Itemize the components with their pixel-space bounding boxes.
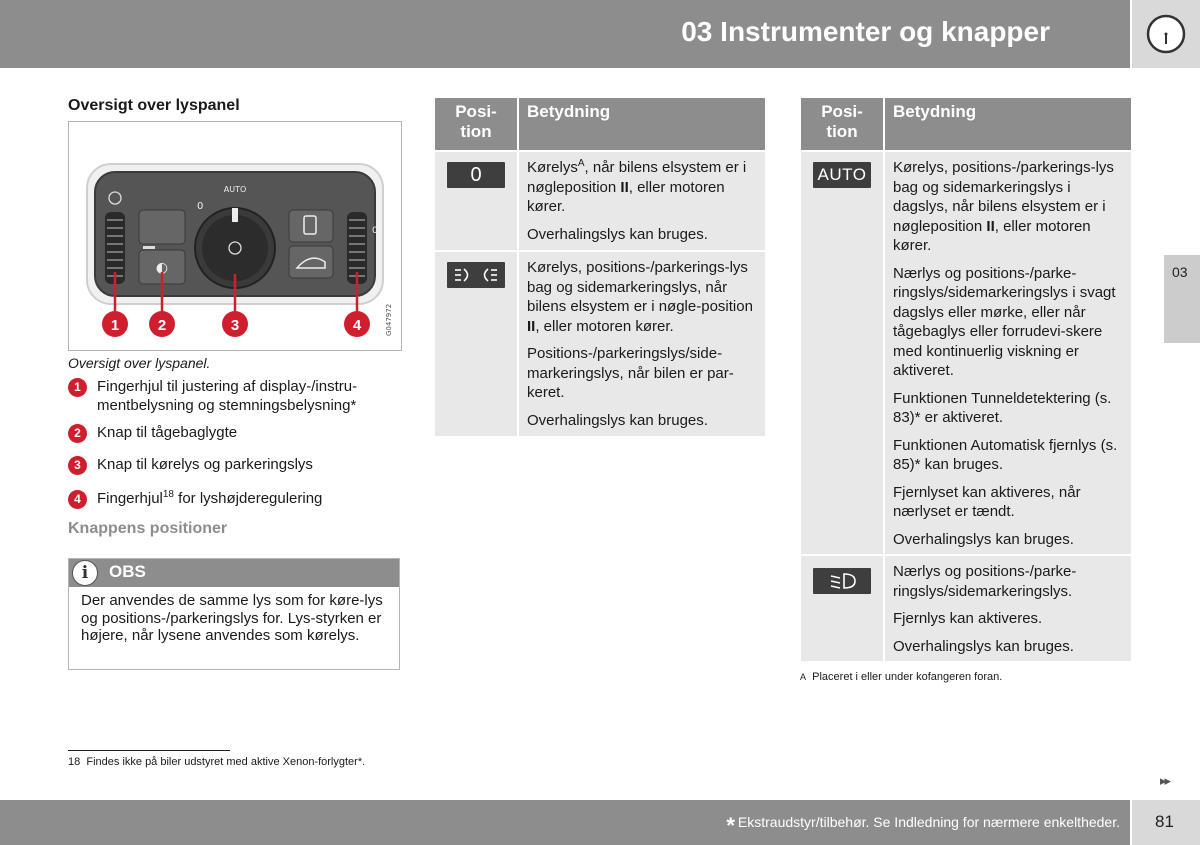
row-description: Kørelys, positions-/parkerings-lys bag og sidemarkeringslys, når bilens elsystem er i nøgle-position II, eller motoren kører. Positions-/parkeringslys/side-markeringslys, når bilen er par-keret. Overhalingslys kan bruges. xyxy=(527,259,753,429)
legend-text: Knap til tågebaglygte xyxy=(97,424,238,441)
page-title: 03 Instrumenter og knapper xyxy=(681,16,1050,47)
callout-4 xyxy=(344,311,370,337)
svg-text:◐: ◐ xyxy=(155,260,169,276)
legend-item xyxy=(68,489,398,509)
callout-3 xyxy=(222,311,248,337)
low-beam-icon xyxy=(813,568,871,594)
legend-item xyxy=(68,377,398,417)
table-footnote xyxy=(800,671,1002,683)
header-meaning: Betydning xyxy=(527,102,611,121)
footnote-divider xyxy=(68,750,230,751)
legend-number: 2 xyxy=(68,424,87,443)
footnote-text: Findes ikke på biler udstyret med aktive Xenon-forlygter*. xyxy=(86,756,366,768)
legend-text: Fingerhjul$^{18}$ for lyshøjderegulering xyxy=(97,489,323,507)
section-title: Oversigt over lyspanel xyxy=(68,97,240,114)
legend-text: Knap til kørelys og parkeringslys xyxy=(97,456,313,473)
footnote-number: 18 xyxy=(68,756,81,768)
table-row xyxy=(435,252,765,436)
figure-caption: Oversigt over lyspanel. xyxy=(68,355,211,371)
header-position: Posi-tion xyxy=(821,102,863,141)
obs-header xyxy=(69,559,399,587)
header-position: Posi-tion xyxy=(455,102,497,141)
position-0-badge: 0 xyxy=(447,162,505,188)
row-description: Kørelys, positions-/parkerings-lys bag og sidemarkeringslys i dagslys, når bilens elsystem er i nøgleposition II, eller motoren kører. Nærlys og positions-/parke-ringslys/sidemarkeringslys i svagt dagslys eller mørke, eller når tågebaglys eller forrudevi-skere med kontinuerlig viskning er aktiveret. Funktionen Tunneldetektering (s. 83)* er aktiveret. Funktionen Automatisk fjernlys (s. 85)* kan bruges. Fjernlyset kan aktiveres, når nærlyset er tændt. Overhalingslys kan bruges. xyxy=(893,159,1118,548)
chapter-tab[interactable] xyxy=(1164,255,1200,343)
page-number-box xyxy=(1132,800,1200,845)
table1-header xyxy=(435,98,765,150)
positions-title: Knappens positioner xyxy=(68,520,228,537)
figure-code: G047972 xyxy=(385,303,393,336)
table-footnote-marker: A xyxy=(800,672,807,682)
wheel-label-0-right: 0 xyxy=(372,226,378,236)
page-header xyxy=(0,0,1130,68)
continue-arrows-icon: ▸▸ xyxy=(1160,773,1170,788)
footer-note: * Ekstraudstyr/tilbehør. Se Indledning for nærmere enkeltheder. xyxy=(726,813,1120,838)
footnote-ref[interactable]: 18 xyxy=(162,489,174,500)
chapter-icon-box xyxy=(1132,0,1200,68)
light-panel-illustration xyxy=(69,122,401,350)
footnote xyxy=(68,756,365,768)
legend-number: 1 xyxy=(68,378,87,397)
table-footnote-text: Placeret i eller under kofangeren foran. xyxy=(812,671,1003,683)
row-description: Nærlys og positions-/parke-ringslys/sidemarkeringslys. Fjernlys kan aktiveres. Overhalingslys kan bruges. xyxy=(893,563,1077,655)
table-row xyxy=(801,556,1131,661)
gauge-icon xyxy=(1145,13,1187,55)
row-description: Kørelys$^A$, når bilens elsystem er i nøgleposition II, eller motoren kører. Overhalingslys kan bruges. xyxy=(527,158,747,243)
info-icon: i xyxy=(72,560,98,586)
svg-text:1: 1 xyxy=(110,317,120,334)
header-meaning: Betydning xyxy=(893,102,977,121)
callout-2 xyxy=(149,311,175,337)
obs-note-box xyxy=(68,558,400,670)
svg-text:4: 4 xyxy=(352,317,362,334)
knob-label-auto: AUTO xyxy=(223,185,247,194)
legend-item xyxy=(68,423,398,443)
legend-item xyxy=(68,455,398,475)
svg-text:2: 2 xyxy=(157,317,167,334)
light-panel-figure xyxy=(68,121,402,351)
legend-number: 3 xyxy=(68,456,87,475)
table-row xyxy=(801,152,1131,554)
legend-number: 4 xyxy=(68,490,87,509)
knob-label-0-left: 0 xyxy=(197,201,204,212)
position-lights-icon xyxy=(447,262,505,288)
page-footer xyxy=(0,800,1130,845)
page-number: 81 xyxy=(1155,812,1174,831)
chapter-tab-label: 03 xyxy=(1172,264,1188,280)
auto-badge: AUTO xyxy=(813,162,871,188)
legend-text: Fingerhjul til justering af display-/instru-mentbelysning og stemningsbelysning* xyxy=(97,378,358,414)
obs-label: OBS xyxy=(109,562,146,581)
obs-text: Der anvendes de samme lys som for køre-lys og positions-/parkeringslys for. Lys-styrken er højere, når lysene anvendes som kørelys. xyxy=(81,592,383,644)
callout-1 xyxy=(102,311,128,337)
svg-text:3: 3 xyxy=(230,317,240,334)
table2-header xyxy=(801,98,1131,150)
table-row xyxy=(435,152,765,250)
